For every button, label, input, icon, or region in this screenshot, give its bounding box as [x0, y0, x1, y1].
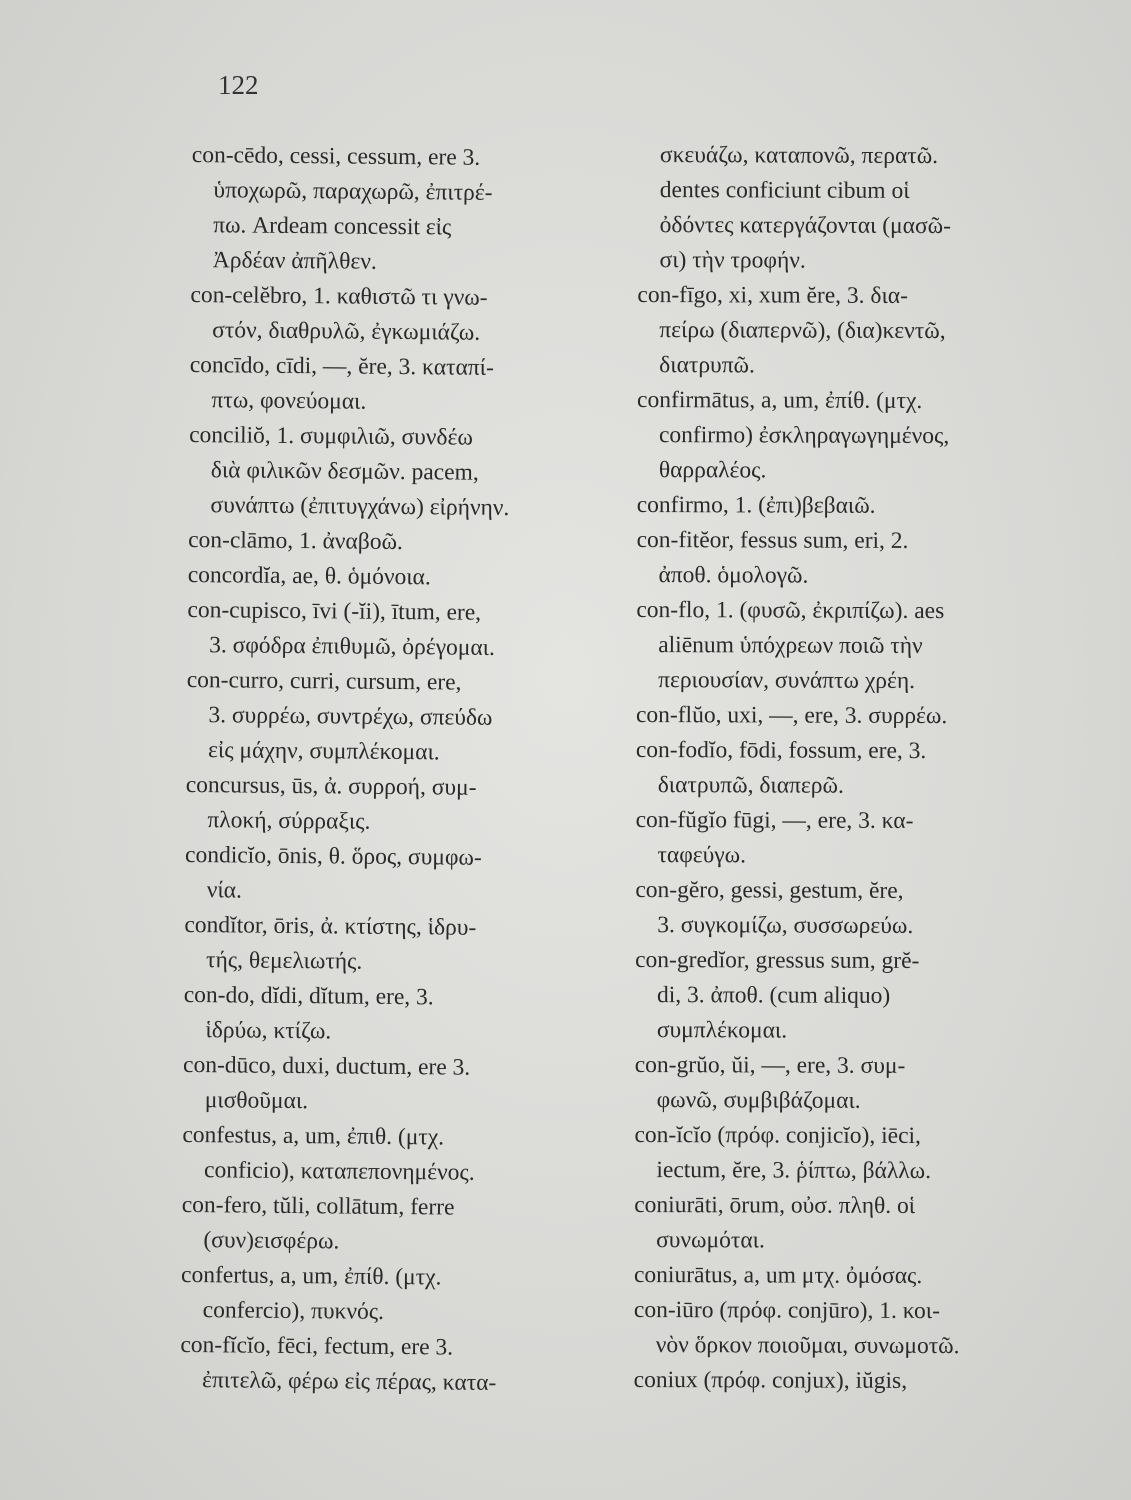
entry-continuation-line: (συν)εισφέρω.	[203, 1227, 340, 1255]
entry-headword-line: con-gĕro, gessi, gestum, ĕre,	[635, 876, 904, 904]
entry-headword-line: con-fodĭo, fōdi, fossum, ere, 3.	[635, 736, 927, 765]
entry-continuation-line: ἱδρύω, κτίζω.	[205, 1017, 332, 1045]
entry-continuation-line: νὸν ὅρκον ποιοῦμαι, συνωμοτῶ.	[655, 1332, 960, 1360]
entry-continuation-line: πείρω (διαπερνῶ), (δια)κεντῶ,	[659, 317, 946, 345]
entry-continuation-line: στόν, διαθρυλῶ, ἐγκωμιάζω.	[212, 317, 481, 346]
entry-headword-line: con-iūro (πρόφ. conjūro), 1. κοι-	[633, 1296, 941, 1325]
entry-headword-line: con-cupisco, īvi (-ĭi), ītum, ere,	[187, 596, 482, 626]
entry-headword-line: condicĭo, ōnis, θ. ὅρος, συμφω-	[184, 841, 482, 871]
entry-continuation-line: θαρραλέος.	[658, 457, 767, 484]
entry-headword-line: condĭtor, ōris, ἀ. κτίστης, ἱδρυ-	[184, 911, 477, 941]
entry-continuation-line: νία.	[206, 877, 243, 904]
entry-continuation-line: 3. σφόδρα ἐπιθυμῶ, ὀρέγομαι.	[209, 632, 496, 661]
entry-continuation-line: 3. συγκομίζω, συσσωρεύω.	[657, 912, 914, 939]
entry-continuation-line: ἐπιτελῶ, φέρω εἰς πέρας, κατα-	[201, 1367, 497, 1396]
entry-continuation-line: aliēnum ὑπόχρεων ποιῶ τὴν	[658, 632, 923, 659]
entry-headword-line: con-celĕbro, 1. καθιστῶ τι γνω-	[190, 281, 488, 311]
entry-continuation-line: συνωμόται.	[656, 1227, 765, 1254]
entry-continuation-line: iectum, ĕre, 3. ῥίπτω, βάλλω.	[656, 1157, 932, 1185]
entry-continuation-line: εἰς μάχην, συμπλέκομαι.	[207, 737, 440, 766]
entry-headword-line: conciliŏ, 1. συμφιλιῶ, συνδέω	[189, 421, 473, 451]
entry-headword-line: con-ĭcĭo (πρόφ. conjicĭo), iēci,	[634, 1121, 921, 1149]
right-column	[634, 138, 1058, 1399]
entry-continuation-line: σι) τὴν τροφήν.	[659, 247, 806, 274]
page-number: 122	[218, 70, 259, 100]
entry-continuation-line: σκευάζω, καταπονῶ, περατῶ.	[659, 142, 939, 170]
entry-headword-line: concursus, ūs, ἀ. συρροή, συμ-	[185, 771, 477, 801]
entry-headword-line: con-fĭcĭo, fēci, fectum, ere 3.	[180, 1331, 454, 1361]
entry-headword-line: con-clāmo, 1. ἀναβοῶ.	[188, 526, 403, 556]
entry-continuation-line: conficio), καταπεπονημένος.	[203, 1157, 475, 1186]
entry-headword-line: confirmātus, a, um, ἐπίθ. (μτχ.	[637, 386, 923, 414]
entry-continuation-line: ἀποθ. ὁμολογῶ.	[658, 562, 809, 589]
entry-continuation-line: Ἀρδέαν ἀπῆλθεν.	[212, 247, 377, 275]
entry-continuation-line: ὀδόντες κατεργάζονται (μασῶ-	[659, 212, 952, 240]
entry-headword-line: coniux (πρόφ. conjux), iŭgis,	[633, 1366, 908, 1394]
entry-continuation-line: confercio), πυκνός.	[202, 1297, 385, 1325]
entry-continuation-line: confirmo) ἐσκληραγωγημένος,	[658, 422, 950, 450]
entry-headword-line: con-fero, tŭli, collātum, ferre	[181, 1191, 455, 1221]
entry-continuation-line: πλοκή, σύρραξις.	[207, 807, 371, 835]
entry-headword-line: con-flŭo, uxi, —, ere, 3. συρρέω.	[635, 701, 948, 730]
entry-headword-line: confertus, a, um, ἐπίθ. (μτχ.	[180, 1261, 442, 1291]
entry-continuation-line: 3. συρρέω, συντρέχω, σπεύδω	[208, 702, 493, 731]
entry-continuation-line: διὰ φιλικῶν δεσμῶν. pacem,	[210, 457, 479, 486]
entry-headword-line: con-grŭo, ŭi, —, ere, 3. συμ-	[634, 1051, 906, 1079]
entry-headword-line: coniurāti, ōrum, οὐσ. πληθ. οἱ	[634, 1191, 916, 1219]
entry-continuation-line: τής, θεμελιωτής.	[205, 947, 363, 975]
entry-headword-line: con-do, dĭdi, dĭtum, ere, 3.	[183, 981, 434, 1011]
entry-continuation-line: φωνῶ, συμβιβάζομαι.	[656, 1087, 861, 1114]
entry-continuation-line: περιουσίαν, συνάπτω χρέη.	[658, 667, 916, 694]
entry-continuation-line: πτω, φονεύομαι.	[211, 387, 367, 415]
entry-headword-line: con-curro, curri, cursum, ere,	[186, 666, 462, 696]
entry-continuation-line: μισθοῦμαι.	[204, 1087, 309, 1115]
entry-headword-line: confirmo, 1. (ἐπι)βεβαιῶ.	[636, 491, 876, 519]
entry-headword-line: coniurātus, a, um μτχ. ὀμόσας.	[633, 1261, 923, 1289]
entry-continuation-line: πω. Ardeam concessit εἰς	[213, 212, 452, 241]
entry-continuation-line: συμπλέκομαι.	[656, 1017, 788, 1044]
entry-headword-line: confestus, a, um, ἐπιθ. (μτχ.	[182, 1121, 445, 1151]
entry-headword-line: con-dūco, duxi, ductum, ere 3.	[182, 1051, 471, 1081]
entry-continuation-line: συνάπτω (ἐπιτυγχάνω) εἰρήνην.	[210, 492, 510, 522]
entry-continuation-line: ταφεύγω.	[657, 842, 747, 869]
entry-headword-line: con-cēdo, cessi, cessum, ere 3.	[191, 141, 481, 171]
entry-headword-line: concordĭa, ae, θ. ὁμόνοια.	[187, 561, 431, 591]
entry-continuation-line: διατρυπῶ.	[659, 352, 755, 379]
entry-headword-line: con-flo, 1. (φυσῶ, ἐκριπίζω). aes	[636, 596, 945, 625]
entry-headword-line: concīdo, cīdi, —, ĕre, 3. καταπί-	[189, 351, 494, 381]
entry-headword-line: con-fitĕor, fessus sum, eri, 2.	[636, 526, 909, 554]
entry-continuation-line: διατρυπῶ, διαπερῶ.	[657, 772, 844, 799]
entry-continuation-line: dentes conficiunt cibum οἱ	[659, 177, 910, 204]
entry-headword-line: con-fŭgĭo fūgi, —, ere, 3. κα-	[635, 806, 914, 834]
entry-headword-line: con-fīgo, xi, xum ĕre, 3. δια-	[637, 281, 909, 309]
entry-headword-line: con-gredĭor, gressus sum, grĕ-	[635, 946, 920, 974]
entry-continuation-line: di, 3. ἀποθ. (cum aliquo)	[656, 982, 891, 1009]
left-column	[180, 138, 632, 1402]
entry-continuation-line: ὑποχωρῶ, παραχωρῶ, ἐπιτρέ-	[213, 177, 493, 206]
